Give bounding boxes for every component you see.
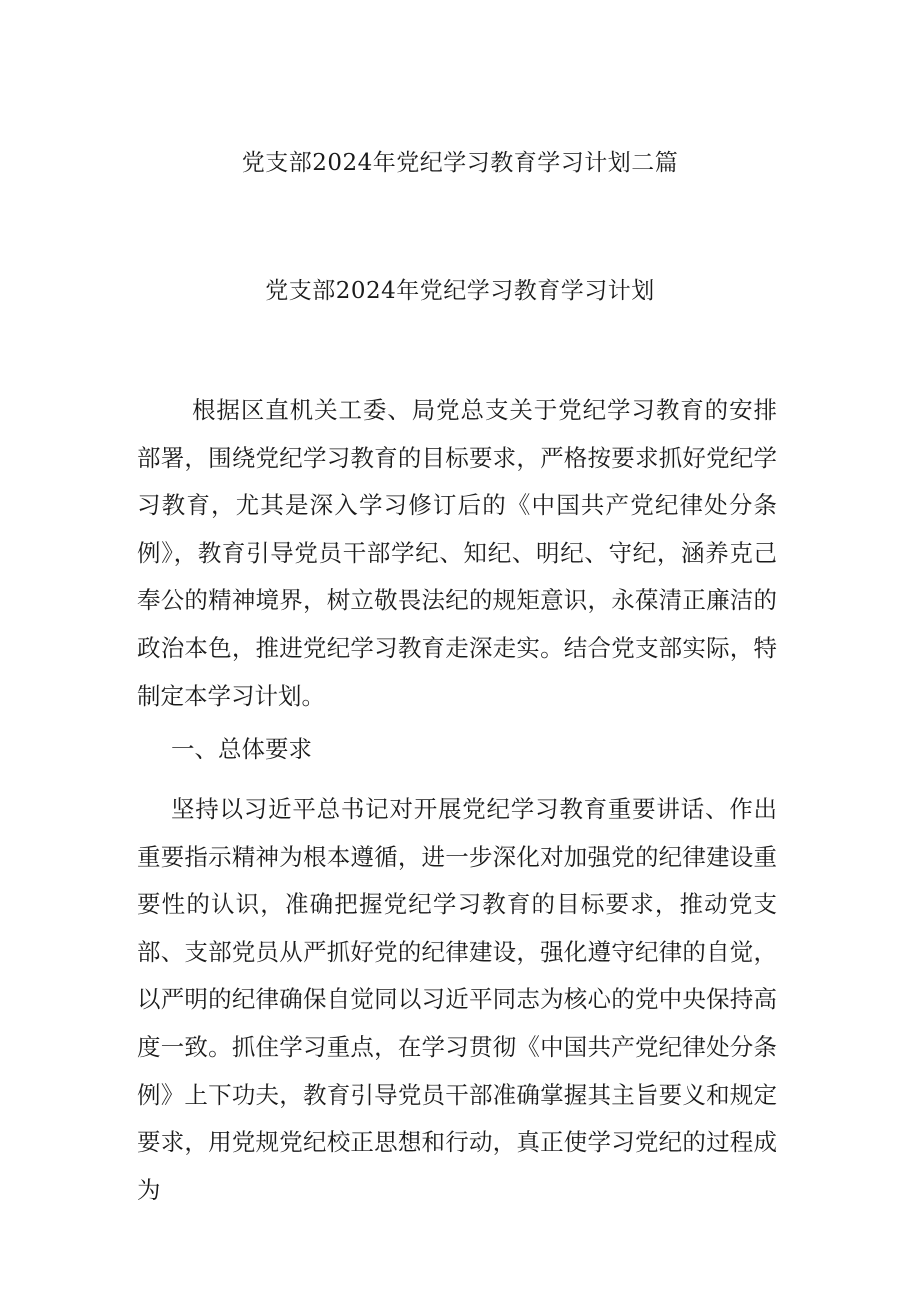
intro-paragraph: 根据区直机关工委、局党总支关于党纪学习教育的安排部署，围绕党纪学习教育的目标要求，严格按要求抓好党纪学习教育，尤其是深入学习修订后的《中国共产党纪律处分条例》，教育引导党员干部学纪、知纪、明纪、守纪，涵养克己奉公的精神境界，树立敬畏法纪的规矩意识，永葆清正廉洁的政治本色，推进党纪学习教育走深走实。结合党支部实际，特制定本学习计划。 bbox=[137, 396, 777, 710]
overall-requirements-paragraph: 坚持以习近平总书记对开展党纪学习教育重要讲话、作出重要指示精神为根本遵循，进一步深化对加强党的纪律建设重要性的认识，准确把握党纪学习教育的目标要求，推动党支部、支部党员从严抓好党的纪律建设，强化遵守纪律的自觉，以严明的纪律确保自觉同以习近平同志为核心的党中央保持高度一致。抓住学习重点，在学习贯彻《中国共产党纪律处分条例》上下功夫，教育引导党员干部准确掌握其主旨要义和规定要求，用党规党纪校正思想和行动，真正使学习党纪的过程成为 bbox=[137, 795, 777, 1204]
document-main-title: 党支部2024年党纪学习教育学习计划二篇 bbox=[241, 150, 679, 176]
document-sub-title: 党支部2024年党纪学习教育学习计划 bbox=[265, 278, 655, 304]
section-heading-overall-requirements: 一、总体要求 bbox=[171, 735, 312, 763]
